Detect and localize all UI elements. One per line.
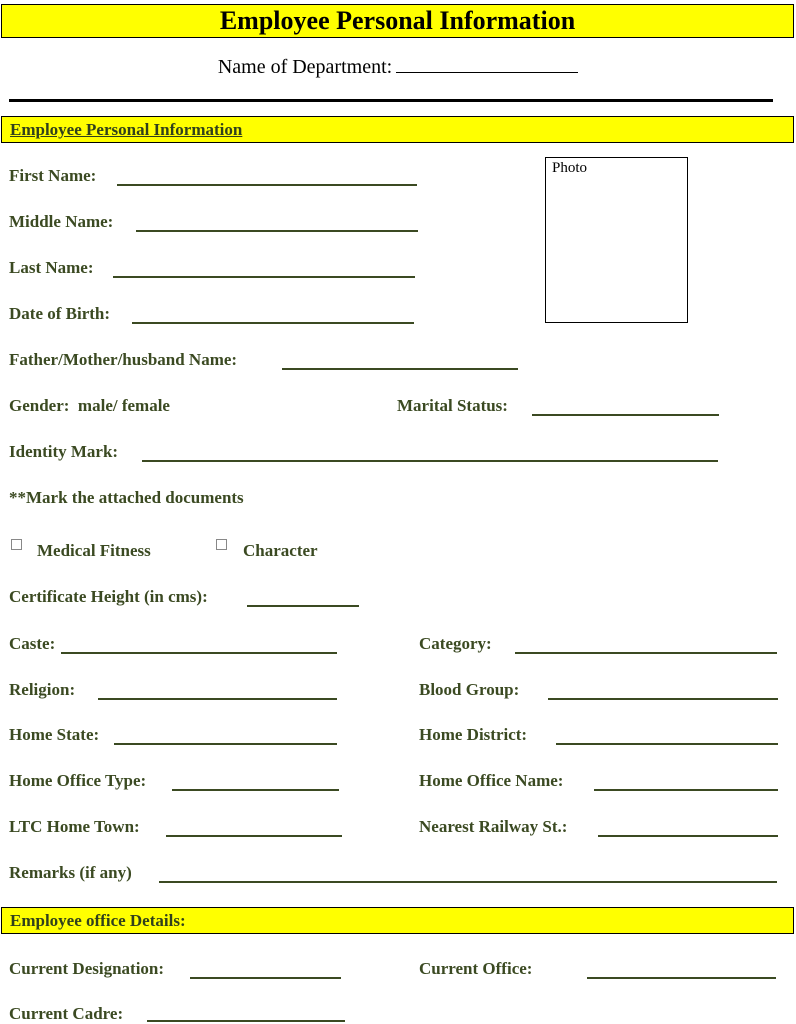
character-label: Character (243, 541, 318, 560)
current-cadre-field[interactable] (147, 1020, 345, 1022)
current-office-field[interactable] (587, 977, 776, 979)
gender-label: Gender: male/ female (9, 396, 170, 415)
nearest-railway-label: Nearest Railway St.: (419, 817, 568, 836)
blood-group-field[interactable] (548, 698, 778, 700)
parent-name-label: Father/Mother/husband Name: (9, 350, 238, 369)
last-name-label: Last Name: (9, 258, 94, 277)
department-row (0, 54, 796, 79)
caste-field[interactable] (61, 652, 337, 654)
department-field[interactable] (396, 54, 578, 73)
dob-label: Date of Birth: (9, 304, 111, 323)
ltc-home-town-field[interactable] (166, 835, 342, 837)
nearest-railway-field[interactable] (598, 835, 778, 837)
current-designation-field[interactable] (190, 977, 341, 979)
home-office-type-label: Home Office Type: (9, 771, 147, 790)
home-district-label: Home District: (419, 725, 528, 744)
middle-name-field[interactable] (136, 230, 418, 232)
medical-fitness-checkbox[interactable] (11, 539, 22, 550)
medical-fitness-label: Medical Fitness (37, 541, 151, 560)
section-personal-info-title: Employee Personal Information (10, 120, 243, 139)
identity-mark-label: Identity Mark: (9, 442, 119, 461)
home-office-type-field[interactable] (172, 789, 339, 791)
first-name-field[interactable] (117, 184, 417, 186)
category-field[interactable] (515, 652, 777, 654)
section-personal-info (1, 116, 794, 143)
marital-status-field[interactable] (532, 414, 719, 416)
current-cadre-label: Current Cadre: (9, 1004, 124, 1023)
home-office-name-label: Home Office Name: (419, 771, 564, 790)
category-label: Category: (419, 634, 492, 653)
first-name-label: First Name: (9, 166, 97, 185)
remarks-label: Remarks (if any) (9, 863, 132, 882)
last-name-field[interactable] (113, 276, 415, 278)
ltc-home-town-label: LTC Home Town: (9, 817, 140, 836)
remarks-field[interactable] (159, 881, 777, 883)
home-district-field[interactable] (556, 743, 778, 745)
home-state-label: Home State: (9, 725, 100, 744)
certificate-height-field[interactable] (247, 605, 359, 607)
section-office-details (1, 907, 794, 934)
certificate-height-label: Certificate Height (in cms): (9, 587, 208, 606)
parent-name-field[interactable] (282, 368, 518, 370)
blood-group-label: Blood Group: (419, 680, 520, 699)
current-designation-label: Current Designation: (9, 959, 165, 978)
home-office-name-field[interactable] (594, 789, 778, 791)
section-office-details-title: Employee office Details: (10, 911, 186, 930)
dob-field[interactable] (132, 322, 414, 324)
documents-note: **Mark the attached documents (9, 488, 244, 507)
photo-box[interactable] (545, 157, 688, 323)
header-divider (9, 99, 773, 102)
current-office-label: Current Office: (419, 959, 533, 978)
middle-name-label: Middle Name: (9, 212, 114, 231)
home-state-field[interactable] (114, 743, 337, 745)
photo-label: Photo (552, 160, 588, 176)
caste-label: Caste: (9, 634, 56, 653)
identity-mark-field[interactable] (142, 460, 718, 462)
character-checkbox[interactable] (216, 539, 227, 550)
religion-label: Religion: (9, 680, 76, 699)
religion-field[interactable] (98, 698, 337, 700)
marital-status-label: Marital Status: (397, 396, 508, 415)
department-label: Name of Department: (217, 56, 393, 78)
form-title: Employee Personal Information (1, 4, 794, 38)
